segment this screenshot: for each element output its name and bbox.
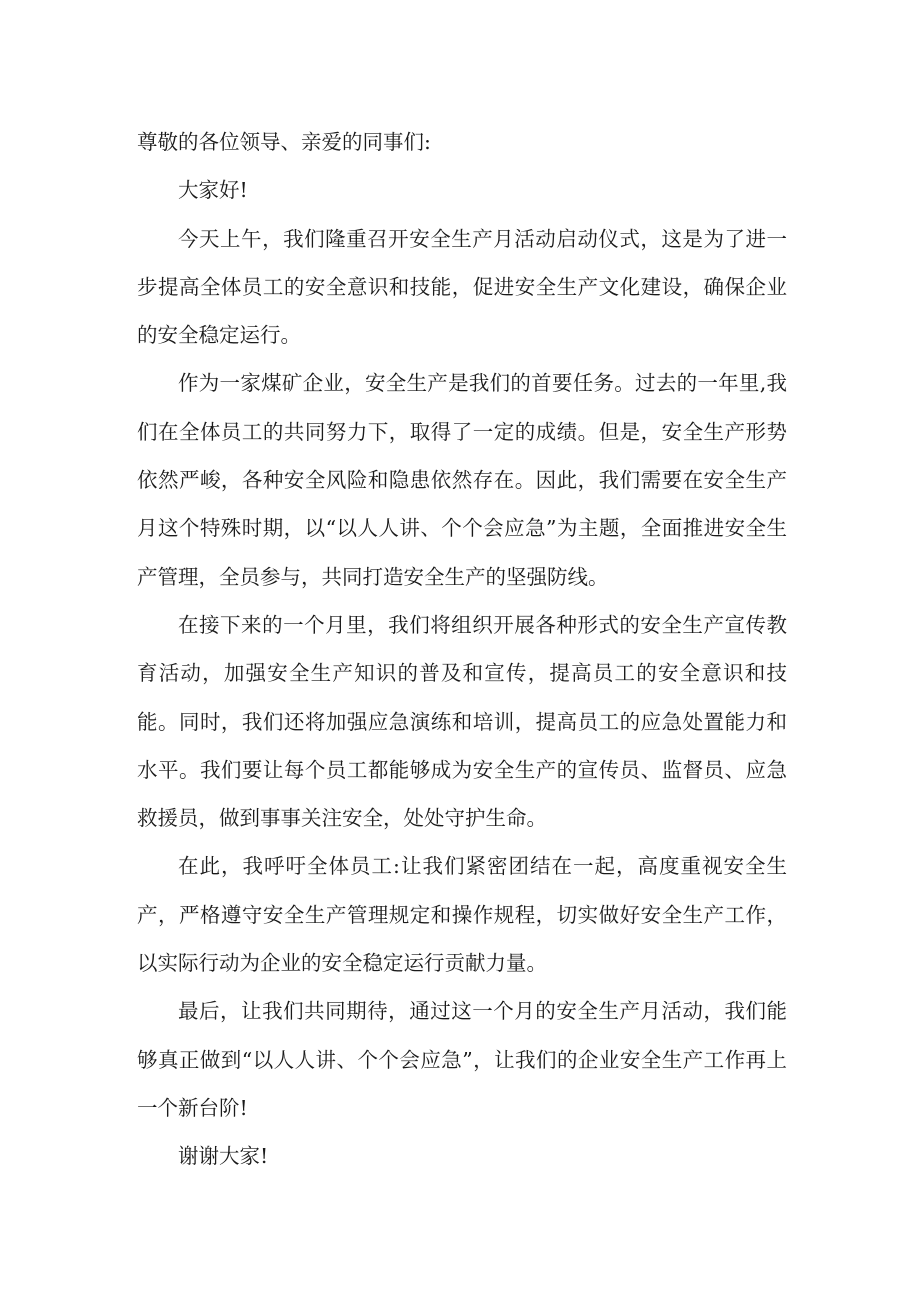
background-paragraph: 作为一家煤矿企业，安全生产是我们的首要任务。过去的一年里,我们在全体员工的共同努力下，取得了一定的成绩。但是，安全生产形势依然严峻，各种安全风险和隐患依然存在。因此，我们需要在安全生产月这个特殊时期，以“以人人讲、个个会应急”为主题，全面推进安全生产管理，全员参与，共同打造安全生产的坚强防线。 [137,371,787,589]
greeting-paragraph: 大家好! [178,178,248,203]
appeal-paragraph: 在此，我呼吁全体员工:让我们紧密团结在一起，高度重视安全生产，严格遵守安全生产管理规定和操作规程，切实做好安全生产工作，以实际行动为企业的安全稳定运行贡献力量。 [137,854,787,976]
opening-paragraph: 今天上午，我们隆重召开安全生产月活动启动仪式，这是为了进一步提高全体员工的安全意识和技能，促进安全生产文化建设，确保企业的安全稳定运行。 [137,226,787,348]
plan-paragraph: 在接下来的一个月里，我们将组织开展各种形式的安全生产宣传教育活动，加强安全生产知识的普及和宣传，提高员工的安全意识和技能。同时，我们还将加强应急演练和培训，提高员工的应急处置能力和水平。我们要让每个员工都能够成为安全生产的宣传员、监督员、应急救援员，做到事事关注安全，处处守护生命。 [137,612,787,831]
speech-body [137,118,787,1181]
thanks-paragraph: 谢谢大家! [178,1144,269,1169]
salutation: 尊敬的各位领导、亲爱的同事们: [137,130,431,154]
closing-paragraph: 最后，让我们共同期待，通过这一个月的安全生产月活动，我们能够真正做到“以人人讲、个个会应急”，让我们的企业安全生产工作再上一个新台阶! [137,999,787,1120]
